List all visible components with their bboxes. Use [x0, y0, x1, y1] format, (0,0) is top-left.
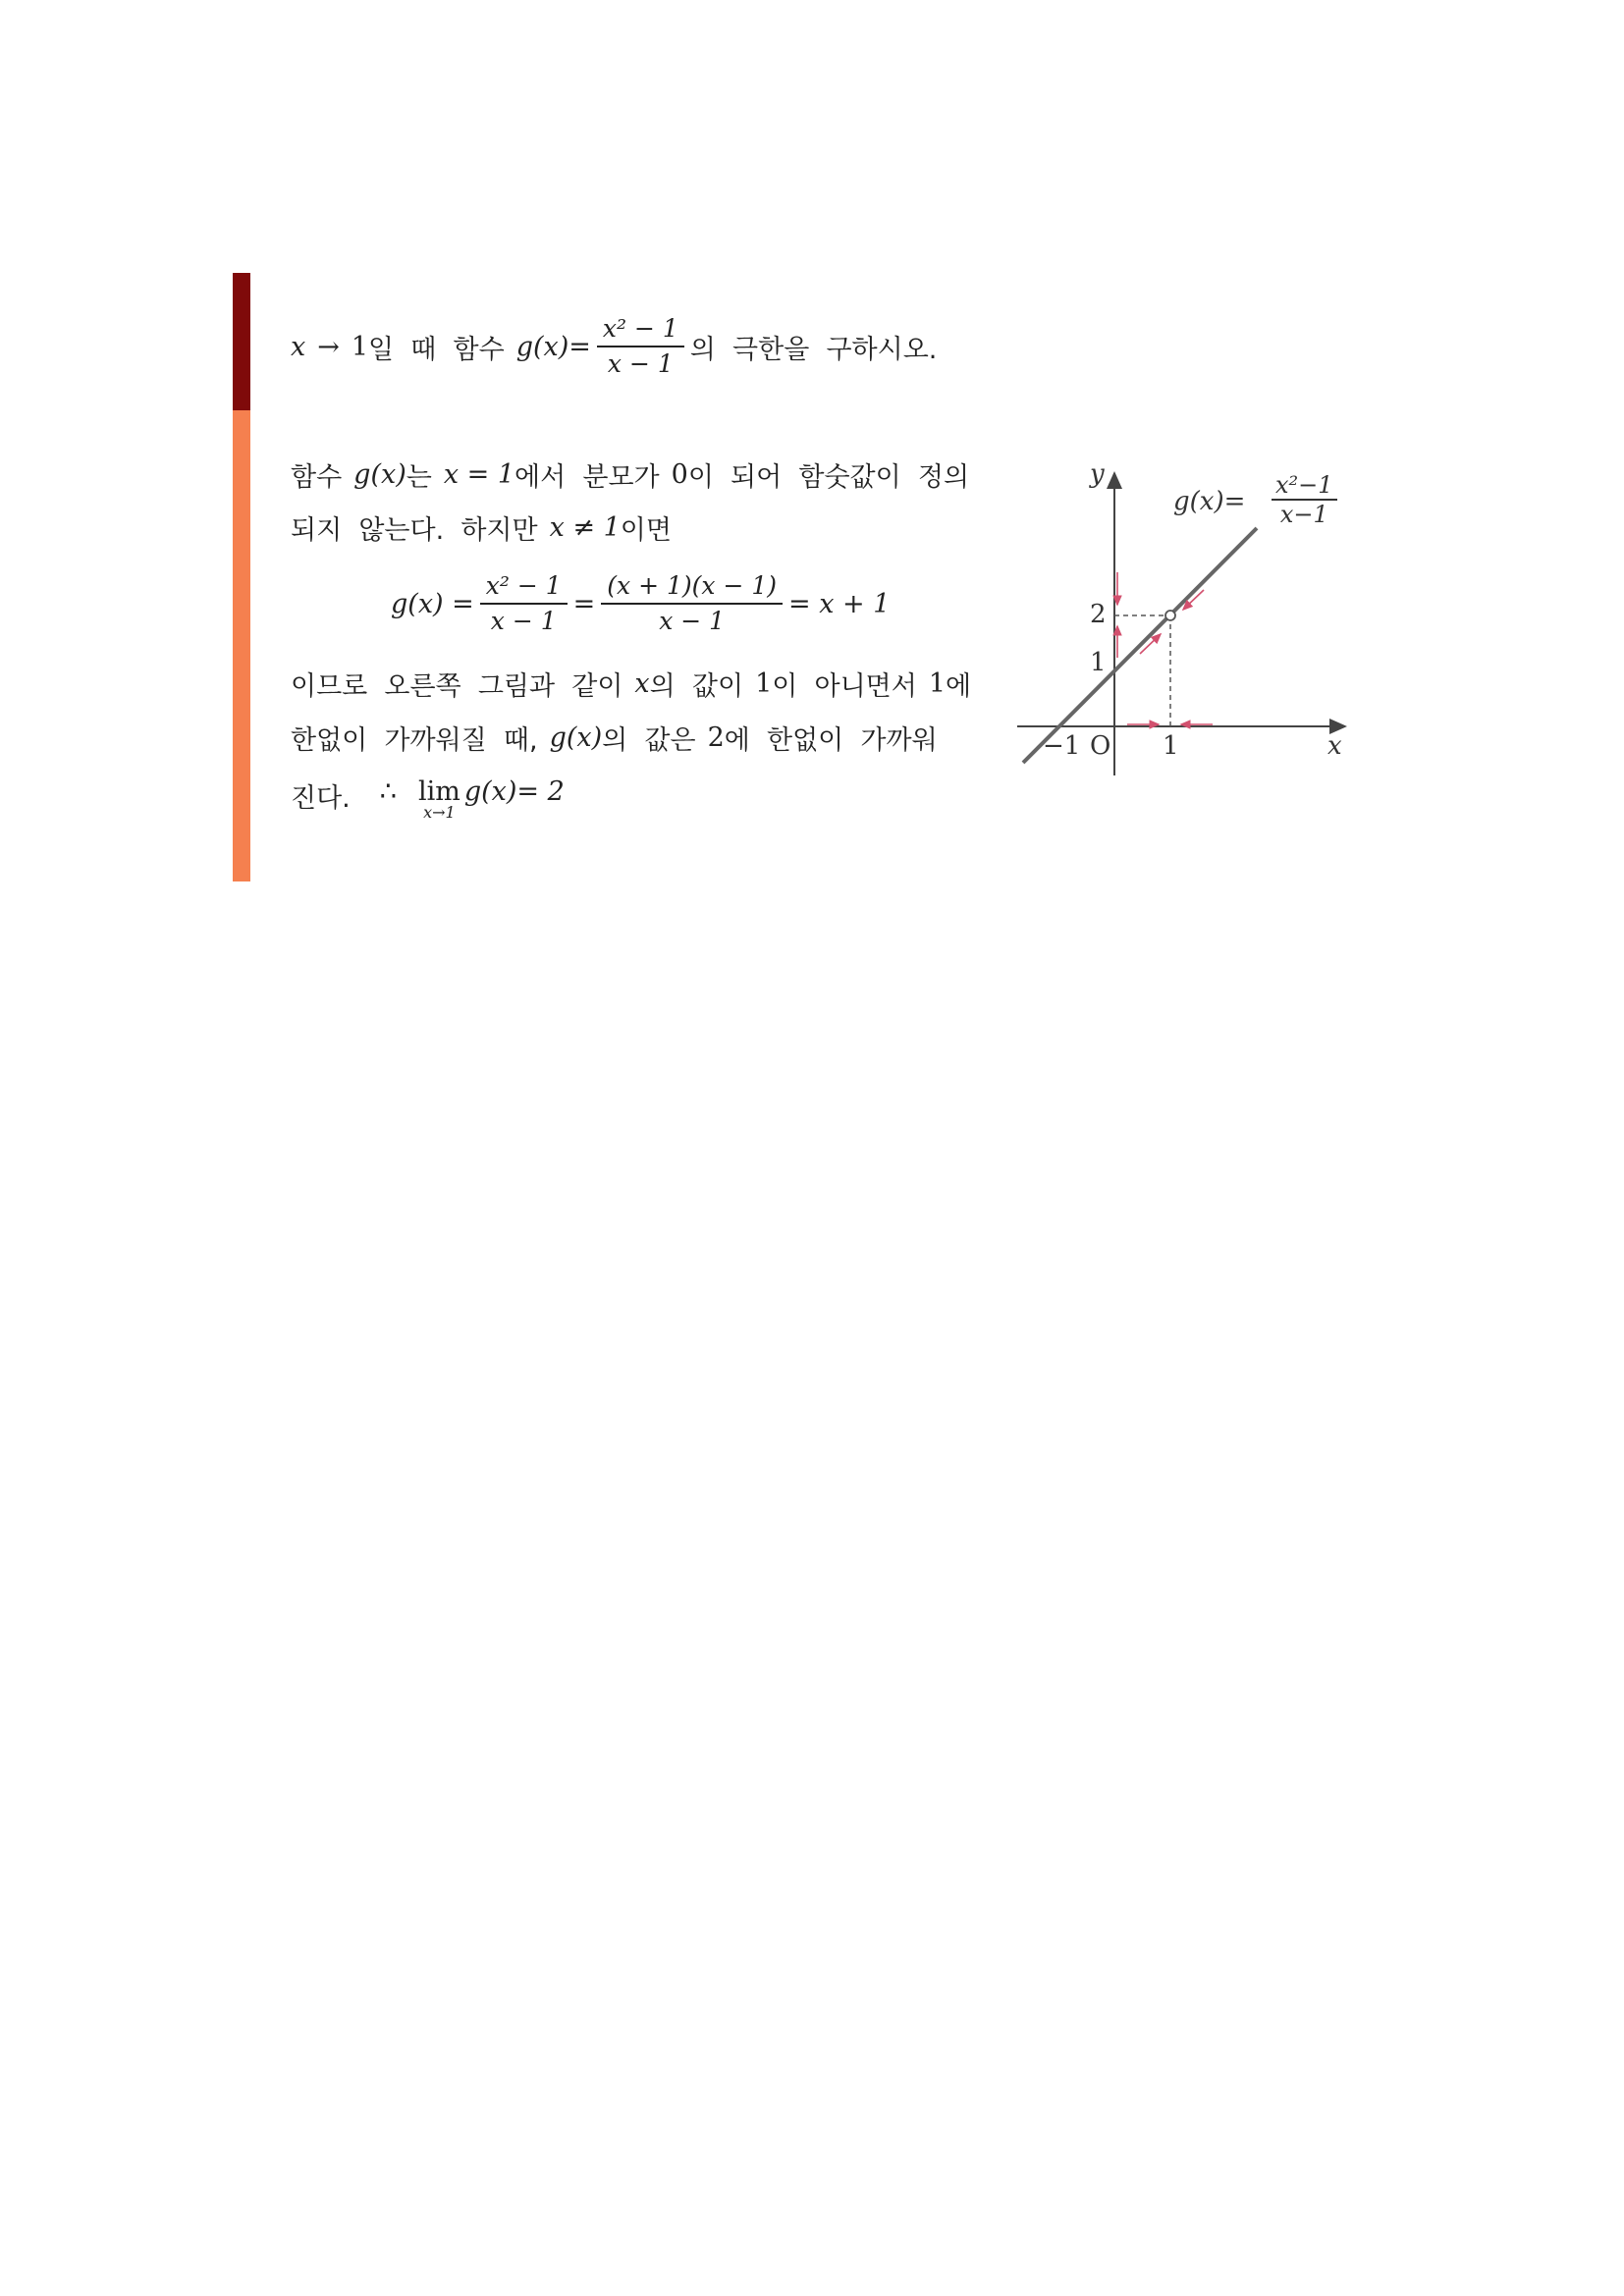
eq-rhs: = x + 1 — [788, 588, 891, 619]
y-axis-label: y — [1090, 459, 1105, 489]
problem-tail-text: 의 극한을 구하시오. — [689, 334, 938, 365]
problem-arrow: → — [317, 331, 340, 362]
graph-frac-num: x²−1 — [1272, 471, 1337, 501]
problem-frac-den: x − 1 — [607, 349, 674, 378]
problem-lead-text: 일 때 함수 — [368, 334, 505, 365]
text-segment: 의 값이 — [649, 671, 744, 702]
solution-marker-bar — [233, 410, 250, 881]
display-equation — [391, 569, 890, 638]
math-num: 1 — [755, 668, 773, 699]
text-segment: 에 한없이 가까워 — [724, 725, 938, 756]
lim-subscript: x→1 — [423, 803, 456, 822]
math-neq: x ≠ 1 — [549, 512, 621, 543]
text-segment: 한없이 가까워질 때, — [291, 725, 538, 756]
x-tick-1: 1 — [1163, 731, 1179, 761]
lim-text: lim — [417, 776, 460, 807]
math-func: g(x) — [353, 459, 406, 490]
y-tick-2: 2 — [1090, 600, 1107, 629]
solution-line-5 — [291, 776, 565, 822]
solution-line-3 — [291, 665, 971, 703]
x-tick-minus-1: −1 — [1043, 731, 1081, 761]
eq-frac2-num: (x + 1)(x − 1) — [601, 569, 783, 605]
text-segment: 에 — [946, 671, 972, 702]
therefore-symbol: ∴ — [379, 776, 397, 807]
origin-label: O — [1090, 731, 1111, 761]
limit-operator — [418, 776, 460, 822]
eq-lhs: g(x) = — [391, 588, 474, 619]
limit-expression: g(x)= 2 — [463, 776, 565, 807]
eq-frac2-den: x − 1 — [659, 607, 726, 635]
eq-equals: = — [572, 588, 596, 619]
text-segment: 는 — [406, 462, 432, 493]
graph-func-fraction — [1272, 471, 1337, 528]
problem-num: 1 — [351, 331, 369, 362]
problem-statement — [291, 312, 937, 381]
eq-fraction-1 — [480, 569, 568, 638]
solution-line-4 — [291, 719, 938, 757]
text-segment: 에서 분모가 — [514, 462, 660, 493]
solution-line-2 — [291, 508, 672, 547]
math-func: g(x) — [549, 722, 603, 753]
text-segment: 되지 않는다. 하지만 — [291, 515, 538, 546]
open-point — [1165, 611, 1175, 620]
math-num: 2 — [707, 722, 725, 753]
function-line — [1023, 528, 1257, 763]
text-segment: 의 값은 — [602, 725, 696, 756]
y-tick-1: 1 — [1090, 648, 1107, 677]
problem-func: g(x)= — [515, 331, 591, 362]
problem-var: x — [291, 331, 306, 362]
graph-frac-den: x−1 — [1279, 501, 1328, 528]
math-var: x — [634, 668, 650, 699]
eq-frac1-num: x² − 1 — [480, 569, 568, 605]
text-segment: 이면 — [620, 515, 672, 546]
problem-fraction — [597, 312, 684, 381]
problem-frac-num: x² − 1 — [597, 312, 684, 347]
eq-frac1-den: x − 1 — [490, 607, 557, 635]
question-marker-bar — [233, 273, 250, 410]
x-axis-label: x — [1327, 731, 1342, 761]
function-graph — [1011, 461, 1365, 785]
graph-func-label: g(x)= — [1173, 487, 1246, 516]
text-segment: 진다. — [291, 783, 351, 814]
text-segment: 이므로 오른쪽 그림과 같이 — [291, 671, 623, 702]
math-num: 1 — [928, 668, 947, 699]
math-num: 0 — [671, 459, 688, 490]
text-segment: 이 되어 함숫값이 정의 — [687, 462, 970, 493]
text-segment: 이 아니면서 — [772, 671, 917, 702]
eq-fraction-2 — [601, 569, 783, 638]
text-segment: 함수 — [291, 462, 343, 493]
math-eq: x = 1 — [443, 459, 515, 490]
solution-line-1 — [291, 455, 969, 494]
